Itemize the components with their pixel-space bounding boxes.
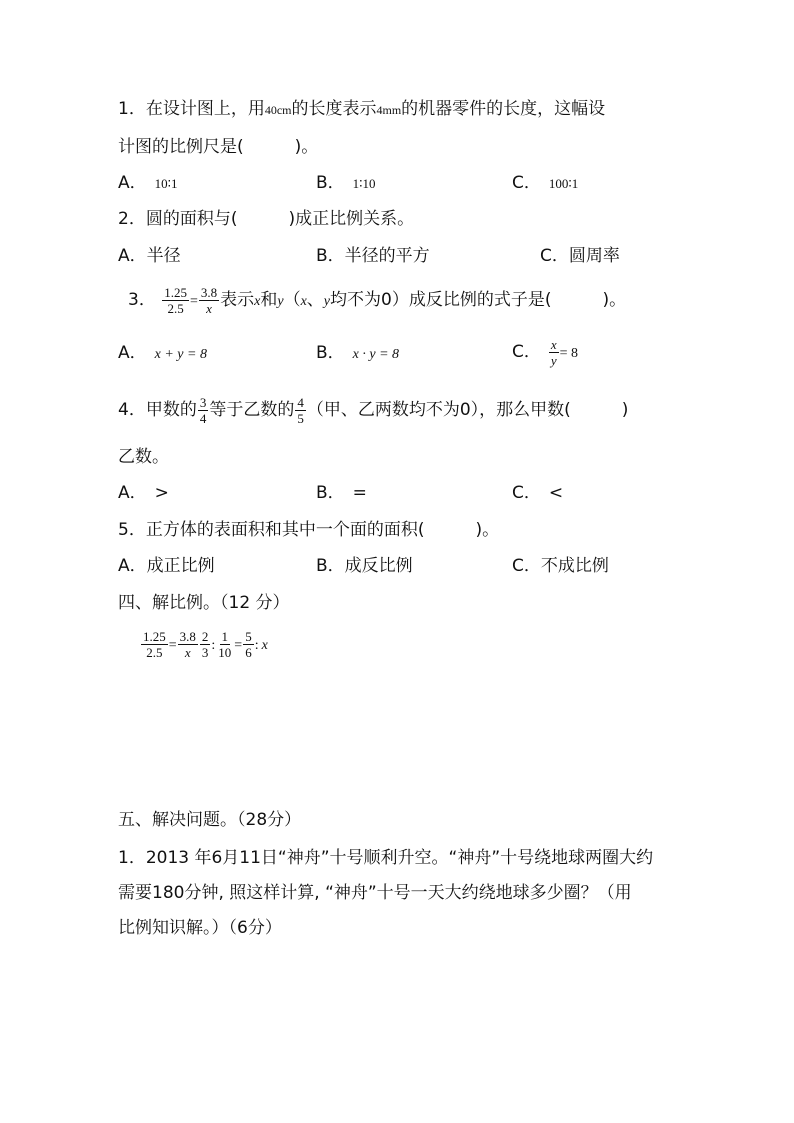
q1-text-c: 的长度表示 [291, 99, 377, 119]
q1-line2: 计图的比例尺是( )。 [118, 137, 319, 157]
fraction-denominator: x [206, 300, 212, 316]
eq1-fraction-2 [178, 629, 198, 660]
section5-title: 五、解决问题。（28分） [118, 810, 302, 830]
q5-option-a[interactable] [118, 555, 215, 577]
q1-line1 [118, 98, 605, 121]
option-value: = [352, 483, 367, 503]
q5-option-c[interactable] [512, 555, 609, 577]
option-value: 不成比例 [540, 556, 609, 576]
q3-text-e: 均不为0）成反比例的式子是( )。 [330, 290, 627, 310]
q3-text-a: 表示 [220, 290, 255, 310]
option-label: B． [316, 246, 345, 266]
q1-text-a: 1．在设计图上，用 [118, 99, 265, 119]
q2-option-b[interactable] [316, 245, 430, 267]
q4-option-c[interactable] [512, 482, 563, 504]
fraction-numerator: 1 [221, 628, 229, 644]
q4-option-a[interactable] [118, 482, 169, 504]
option-label: B． [316, 556, 345, 576]
q4-option-b[interactable] [316, 482, 367, 504]
fraction-denominator: y [550, 352, 557, 368]
option-value: 成反比例 [344, 556, 413, 576]
option-value: 半径 [146, 246, 181, 266]
var-x: x [300, 294, 307, 309]
q4-fraction-1 [198, 395, 209, 426]
q3-text-d: 、 [306, 290, 324, 310]
ratio-colon: : [254, 638, 259, 653]
q3-option-b[interactable] [316, 342, 399, 366]
q3-number: 3． [128, 290, 156, 310]
q2-option-c[interactable] [540, 245, 620, 267]
equals-sign: = [234, 638, 243, 653]
option-label: B． [316, 173, 345, 193]
q1-option-c[interactable] [512, 172, 578, 195]
q3-fraction-1 [162, 285, 189, 316]
option-label: B． [316, 343, 345, 363]
q3-text-c: （ [283, 290, 301, 310]
q4-text-c: （甲、乙两数均不为0），那么甲数( ) [306, 400, 629, 420]
eq1-fraction-1 [141, 629, 168, 660]
q1-length-4mm: 4mm [376, 103, 402, 117]
q1-length-40cm: 40cm [264, 103, 292, 117]
option-label: C． [512, 483, 541, 503]
fraction-numerator: 1.25 [143, 628, 166, 644]
q1-text-e: 的机器零件的长度，这幅设 [401, 99, 606, 119]
q1-option-b[interactable] [316, 172, 376, 195]
q3-line [128, 282, 626, 320]
fraction-denominator: 2.5 [146, 644, 163, 660]
fraction-numerator: 5 [245, 628, 252, 644]
equals-sign: = [189, 294, 198, 309]
option-value: 100∶1 [548, 176, 579, 191]
section5-p1-line2: 需要180分钟, 照这样计算, “神舟”十号一天大约绕地球多少圈？（用 [118, 883, 632, 903]
option-value: 成正比例 [146, 556, 215, 576]
section4-title: 四、解比例。（12 分） [118, 593, 290, 613]
fraction-denominator: x [184, 644, 191, 660]
option-label: A． [118, 343, 147, 363]
q4-line2: 乙数。 [118, 447, 169, 467]
var-y: y [277, 294, 284, 309]
eq2-fraction-a [200, 629, 211, 660]
fraction-denominator: 4 [199, 410, 207, 426]
q3-option-c[interactable] [512, 334, 578, 372]
q2-text: 2．圆的面积与( )成正比例关系。 [118, 209, 415, 229]
fraction-numerator: 1.25 [164, 284, 187, 300]
q3-fraction-2 [199, 285, 219, 316]
q2-option-a[interactable] [118, 245, 181, 267]
q3-option-a[interactable] [118, 342, 207, 366]
fraction-denominator: 6 [245, 644, 252, 660]
option-label: A． [118, 246, 147, 266]
option-value: x · y = 8 [352, 347, 400, 362]
q3-text-b: 和 [260, 290, 278, 310]
section5-p1-line1: 1．2013 年6月11日“神舟”十号顺利升空。“神舟”十号绕地球两圈大约 [118, 848, 654, 868]
var-x: x [254, 294, 261, 309]
option-value: < [548, 483, 564, 503]
option-label: B． [316, 483, 345, 503]
fraction-numerator: 3.8 [179, 628, 196, 644]
q4-fraction-2 [295, 395, 306, 426]
fraction-denominator: 10 [218, 644, 232, 660]
option-value: 半径的平方 [344, 246, 430, 266]
option-value: 1∶10 [352, 176, 376, 191]
option-fraction [549, 337, 559, 368]
var-x: x [261, 638, 268, 653]
option-value-rest: = 8 [559, 346, 579, 361]
q1-option-a[interactable] [118, 172, 178, 195]
fraction-denominator: 3 [201, 644, 209, 660]
fraction-numerator: 4 [297, 394, 304, 410]
option-label: A． [118, 173, 147, 193]
option-label: C． [512, 173, 541, 193]
section4-equations [140, 624, 268, 666]
q4-text-b: 等于乙数的 [209, 400, 295, 420]
q4-line1 [118, 390, 628, 430]
fraction-numerator: 3.8 [200, 284, 218, 300]
option-label: A． [118, 556, 147, 576]
q5-option-b[interactable] [316, 555, 413, 577]
q5-text: 5．正方体的表面积和其中一个面的面积( )。 [118, 520, 500, 540]
eq2-fraction-c [243, 629, 254, 660]
option-value: 圆周率 [568, 246, 620, 266]
fraction-numerator: 2 [201, 628, 209, 644]
fraction-numerator: x [550, 336, 557, 352]
option-value: > [154, 483, 169, 503]
eq2-fraction-b [216, 629, 233, 660]
option-label: C． [512, 342, 541, 362]
option-value: x + y = 8 [154, 347, 207, 362]
fraction-denominator: 5 [297, 410, 304, 426]
ratio-colon: : [211, 638, 216, 653]
option-value: 10∶1 [154, 176, 178, 191]
equals-sign: = [168, 638, 177, 653]
option-label: C． [512, 556, 541, 576]
q4-text-a: 4．甲数的 [118, 400, 197, 420]
option-label: C． [540, 246, 569, 266]
fraction-denominator: 2.5 [167, 300, 184, 316]
var-y: y [323, 294, 331, 309]
section5-p1-line3: 比例知识解。）（6分） [118, 918, 282, 938]
fraction-numerator: 3 [199, 394, 207, 410]
option-label: A． [118, 483, 147, 503]
